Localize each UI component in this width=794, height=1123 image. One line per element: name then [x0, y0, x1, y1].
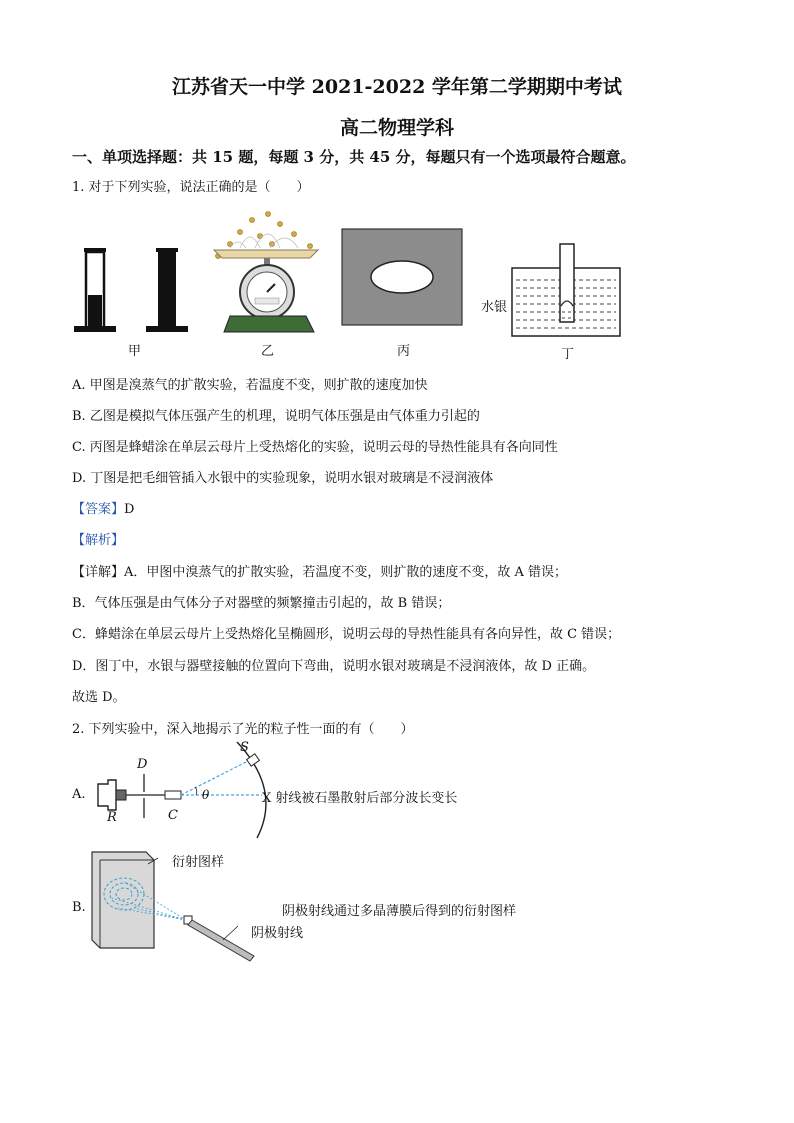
figure-label-yi: 乙 — [261, 344, 275, 359]
q2-option-b-letter: B. — [72, 900, 86, 915]
q2-option-b-desc: 阴极射线通过多晶薄膜后得到的衍射图样 — [282, 904, 517, 919]
answer-tag: 【答案】 — [72, 502, 125, 517]
label-d: D — [137, 757, 148, 772]
cathode-ray-label: 阴极射线 — [251, 926, 304, 941]
figure-yi-scale — [210, 208, 325, 338]
detail-line-3: C．蜂蜡涂在单层云母片上受热熔化呈椭圆形，说明云母的导热性能具有各向异性，故 C 错误； — [72, 627, 621, 642]
figure-ding-capillary — [510, 240, 625, 340]
figure-jia-tubes — [70, 240, 200, 335]
mercury-label: 水银 — [481, 300, 508, 315]
figure-label-jia: 甲 — [128, 344, 142, 359]
detail-line-1 — [72, 561, 567, 580]
figure-compton-scattering — [92, 740, 272, 840]
detail-text-1: A．甲图中溴蒸气的扩散实验，若温度不变，则扩散的速度不变，故 A 错误； — [124, 565, 568, 580]
q1-option-a: A. 甲图是溴蒸气的扩散实验，若温度不变，则扩散的速度加快 — [72, 378, 428, 393]
figure-label-ding: 丁 — [561, 347, 575, 362]
diffraction-pattern-label: 衍射图样 — [172, 855, 225, 870]
q1-option-b: B. 乙图是模拟气体压强产生的机理，说明气体压强是由气体重力引起的 — [72, 409, 480, 424]
section-heading: 一、单项选择题：共 15 题，每题 3 分，共 45 分，每题只有一个选项最符合题意。 — [72, 148, 636, 166]
answer-line — [72, 498, 134, 517]
label-s: S — [240, 740, 249, 755]
figure-label-bing: 丙 — [397, 344, 411, 359]
label-theta: θ — [202, 788, 210, 802]
figure-bing-mica — [340, 227, 465, 327]
q2-stem: 2. 下列实验中，深入地揭示了光的粒子性一面的有（ ） — [72, 722, 414, 737]
detail-line-5: 故选 D。 — [72, 690, 126, 705]
detail-tag: 【详解】 — [72, 565, 125, 580]
q1-option-d: D. 丁图是把毛细管插入水银中的实验现象，说明水银对玻璃是不浸润液体 — [72, 471, 494, 486]
q1-option-c: C. 丙图是蜂蜡涂在单层云母片上受热熔化的实验，说明云母的导热性能具有各向同性 — [72, 440, 558, 455]
label-r: R — [107, 810, 117, 825]
answer-value: D — [124, 502, 135, 517]
q2-option-a-letter: A. — [72, 787, 86, 802]
detail-line-2: B．气体压强是由气体分子对器壁的频繁撞击引起的，故 B 错误； — [72, 596, 451, 611]
analysis-tag: 【解析】 — [72, 533, 125, 548]
exam-title: 江苏省天一中学 2021-2022 学年第二学期期中考试 — [172, 76, 622, 98]
exam-subtitle: 高二物理学科 — [339, 117, 454, 139]
detail-line-4: D．图丁中，水银与器壁接触的位置向下弯曲，说明水银对玻璃是不浸润液体，故 D 正确。 — [72, 659, 596, 674]
q2-option-a-desc: X 射线被石墨散射后部分波长变长 — [262, 791, 458, 806]
label-c: C — [168, 808, 178, 823]
q1-stem: 1. 对于下列实验，说法正确的是（ ） — [72, 180, 310, 195]
